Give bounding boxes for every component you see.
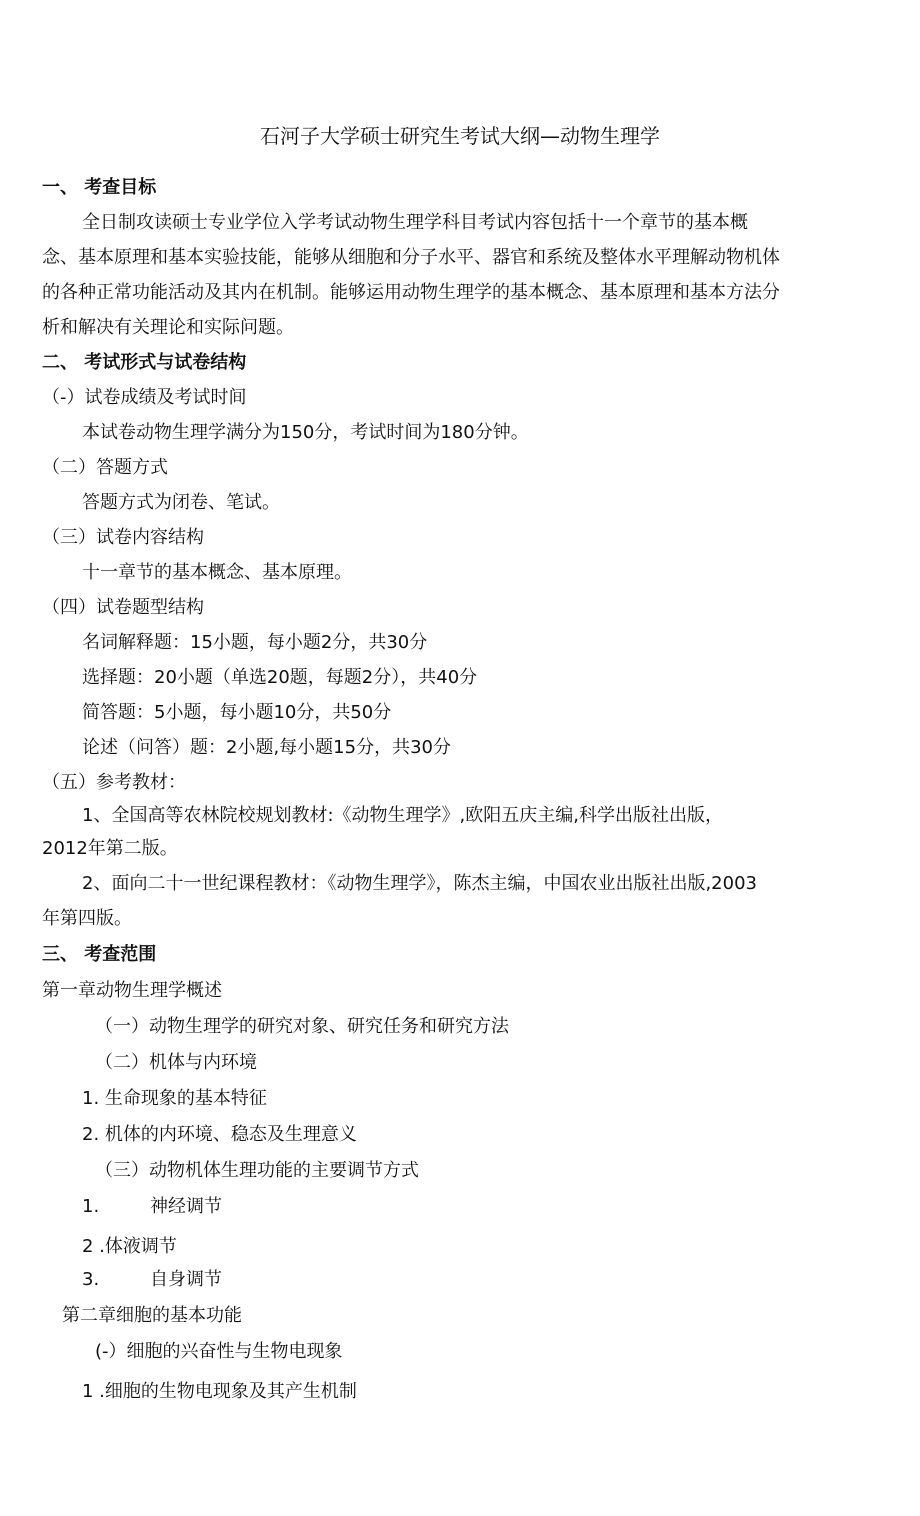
- paragraph-line: 析和解决有关理论和实际问题。: [42, 317, 294, 338]
- subsection-heading: （二）答题方式: [42, 457, 168, 478]
- subsection-text: 十一章节的基本概念、基本原理。: [82, 562, 352, 583]
- chapter-subsection: (-）细胞的兴奋性与生物电现象: [95, 1341, 343, 1362]
- chapter-subsection: （二）机体与内环境: [95, 1052, 257, 1073]
- chapter-item: 自身调节: [150, 1269, 222, 1290]
- chapter-subsection: （三）动物机体生理功能的主要调节方式: [95, 1160, 419, 1181]
- chapter-item: 神经调节: [150, 1196, 222, 1217]
- question-type-item: 选择题：20小题（单选20题，每题2分），共40分: [82, 667, 478, 688]
- subsection-heading: （五）参考教材：: [42, 772, 186, 793]
- reference-line: 年第四版。: [42, 908, 132, 929]
- paragraph-line: 念、基本原理和基本实验技能，能够从细胞和分子水平、器官和系统及整体水平理解动物机体: [42, 247, 780, 268]
- page-title: 石河子大学硕士研究生考试大纲—动物生理学: [260, 124, 660, 148]
- chapter-item: 2. 机体的内环境、稳态及生理意义: [82, 1124, 357, 1145]
- chapter-item: 1 .细胞的生物电现象及其产生机制: [82, 1381, 357, 1402]
- section-heading-format: 二、 考试形式与试卷结构: [42, 352, 247, 373]
- question-type-item: 论述（问答）题：2小题,每小题15分，共30分: [82, 737, 451, 758]
- chapter-item-number: 1.: [82, 1196, 100, 1217]
- reference-line: 2、面向二十一世纪课程教材：《动物生理学》，陈杰主编，中国农业出版社出版,2003: [82, 873, 757, 894]
- subsection-text: 答题方式为闭卷、笔试。: [82, 492, 280, 513]
- subsection-heading: （-）试卷成绩及考试时间: [42, 387, 247, 408]
- reference-line: 2012年第二版。: [42, 838, 178, 859]
- chapter-item: 1. 生命现象的基本特征: [82, 1088, 267, 1109]
- reference-line: 1、全国高等农林院校规划教材:《动物生理学》,欧阳五庆主编,科学出版社出版，: [82, 805, 723, 826]
- subsection-heading: （四）试卷题型结构: [42, 597, 204, 618]
- paragraph-line: 的各种正常功能活动及其内在机制。能够运用动物生理学的基本概念、基本原理和基本方法分: [42, 282, 780, 303]
- question-type-item: 名词解释题：15小题，每小题2分，共30分: [82, 632, 428, 653]
- section-heading-scope: 三、 考查范围: [42, 944, 157, 965]
- subsection-heading: （三）试卷内容结构: [42, 527, 204, 548]
- section-heading-objectives: 一、 考查目标: [42, 177, 157, 198]
- chapter-title: 第二章细胞的基本功能: [62, 1305, 242, 1326]
- chapter-item-number: 3.: [82, 1269, 100, 1290]
- paragraph-line: 全日制攻读硕士专业学位入学考试动物生理学科目考试内容包括十一个章节的基本概: [82, 212, 748, 233]
- chapter-title: 第一章动物生理学概述: [42, 980, 222, 1001]
- chapter-item: 2 .体液调节: [82, 1236, 177, 1257]
- subsection-text: 本试卷动物生理学满分为150分，考试时间为180分钟。: [82, 422, 529, 443]
- question-type-item: 简答题：5小题，每小题10分，共50分: [82, 702, 392, 723]
- chapter-subsection: （一）动物生理学的研究对象、研究任务和研究方法: [95, 1016, 509, 1037]
